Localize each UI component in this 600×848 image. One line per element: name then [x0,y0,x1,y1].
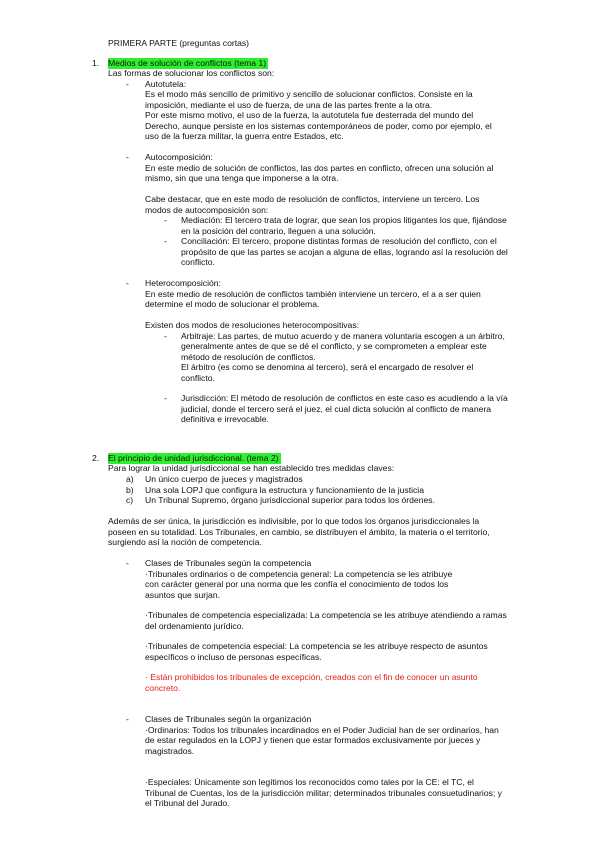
competencia-especial-line: específicos o incluso de personas específicas. [145,651,322,662]
measure-marker: a) [126,474,134,484]
mediacion-line: en la posición del contrario, lleguen a una solución. [181,225,376,236]
organizacion-bullet: - [126,714,129,724]
heterocomposicion-line: determine el modo de solucionar el problema. [145,299,320,309]
arbitraje-line: generalmente antes de que se dé el conflicto, y se comprometen a emplear este [181,341,487,351]
conciliacion-bullet: - [164,236,167,246]
conciliacion-line: conflicto. [181,257,215,267]
jurisdiccion-line: Jurisdicción: El método de resolución de conflictos en este caso es acudiendo a la vía [181,393,508,403]
mediacion-bullet: - [164,215,167,225]
autocomposicion-note: modos de autocomposición son: [145,204,269,215]
section-2-heading: El principio de unidad jurisdiccional. (tema 2) [108,453,279,463]
organizacion-ordinarios-line: magistrados. [145,745,195,756]
measure-text: Un Tribunal Supremo, órgano jurisdiccional superior para todos los órdenes. [145,495,435,505]
paragraph-line: Además de ser única, la jurisdicción es indivisible, por lo que todos los órganos jurisdiccionales la [108,516,480,526]
organizacion-title: Clases de Tribunales según la organización [145,714,312,724]
arbitraje-bullet: - [164,330,167,341]
jurisdiccion-line: judicial, donde el tercero será el juez, el cual dicta solución al conflicto de manera [181,403,492,414]
paragraph-line: poseen en su totalidad. Los Tribunales, en cambio, se distribuyen el ámbito, la materia o el territorio, [108,526,490,537]
arbitraje-line: El árbitro (es como se denomina al tercero), será el encargado de resolver el [181,362,474,372]
organizacion-ordinarios-line: de estar regulados en la LOPJ y tienen que estar formados exclusivamente por jueces y [145,735,481,745]
excepcion-note-line: · Están prohibidos los tribunales de excepción, creados con el fin de conocer un asunto [145,672,478,682]
section-1-number: 1. [92,58,100,68]
competencia-ordinarios-line: ·Tribunales ordinarios o de competencia general: La competencia se les atribuye [145,568,453,579]
page-title: PRIMERA PARTE (preguntas cortas) [108,38,250,48]
competencia-title: Clases de Tribunales según la competencia [145,558,312,568]
paragraph-line: surgiendo así la noción de competencia. [108,537,262,547]
autocomposicion-line: En este medio de solución de conflictos, las dos partes en conflicto, ofrecen una solución al [145,162,494,173]
organizacion-especiales-line: el Tribunal del Jurado. [145,798,230,808]
section-1-intro: Las formas de solucionar los conflictos son: [108,68,275,78]
measure-marker: b) [126,484,134,495]
measure-text: Una sola LOPJ que configura la estructura y funcionamiento de la justicia [145,484,424,495]
organizacion-especiales-line: Tribunal de Cuentas, los de la jurisdicción militar; determinados tribunales consuetudinarios; y [145,787,502,798]
competencia-ordinarios-line: con carácter general por una norma que les confía el conocimiento de todos los [145,579,449,589]
section-2-number: 2. [92,453,100,463]
autotutela-line: Derecho, aunque persiste en los sistemas contemporáneos de poder, como por ejemplo, el [145,120,492,131]
competencia-especial-line: ·Tribunales de competencia especial: La competencia se les atribuye respecto de asuntos [145,641,488,651]
excepcion-note-line: concreto. [145,682,181,693]
heterocomposicion-bullet: - [126,278,129,288]
conciliacion-line: propósito de que las partes se acojan a alguna de ellas, logrando así la resolución del [181,246,508,257]
mediacion-line: Mediación: El tercero trata de lograr, que sean los propios litigantes los que, fijándose [181,215,507,225]
section-2-intro: Para lograr la unidad jurisdiccional se han establecido tres medidas claves: [108,463,395,473]
section-1-heading: Medios de solución de conflictos (tema 1) [108,58,267,68]
arbitraje-line: conflicto. [181,372,215,383]
arbitraje-line: Arbitraje: Las partes, de mutuo acuerdo y de manera voluntaria escogen a un árbitro, [181,330,505,341]
autocomposicion-bullet: - [126,152,129,162]
measure-text: Un único cuerpo de jueces y magistrados [145,474,303,484]
autotutela-line: Por este mismo motivo, el uso de la fuerza, la autotutela fue desterrada del mundo del [145,110,474,120]
autocomposicion-title: Autocomposición: [145,152,213,162]
autotutela-title: Autotutela: [145,79,187,89]
autotutela-line: uso de la fuerza militar, la guerra entre Estados, etc. [145,131,344,141]
arbitraje-line: método de resolución de conflictos. [181,351,316,362]
competencia-ordinarios-line: asuntos que surjan. [145,589,221,600]
autocomposicion-note: Cabe destacar, que en este modo de resolución de conflictos, interviene un tercero. Los [145,194,480,204]
competencia-bullet: - [126,558,129,568]
autocomposicion-line: mismo, sin que una tenga que imponerse a la otra. [145,173,339,183]
organizacion-especiales-line: ·Especiales: Únicamente son legítimos los reconocidos como tales por la CE: el TC, el [145,777,474,787]
autotutela-line: Es el modo más sencillo de primitivo y sencillo de solucionar conflictos. Consiste en la [145,89,473,99]
competencia-especializada-line: del ordenamiento jurídico. [145,620,244,631]
measure-marker: c) [126,495,134,505]
conciliacion-line: Conciliación: El tercero, propone distintas formas de resolución del conflicto, con el [181,236,497,246]
heterocomposicion-line: En este medio de resolución de conflictos también interviene un tercero, el a a ser quien [145,288,481,299]
jurisdiccion-bullet: - [164,393,167,403]
autotutela-line: imposición, mediante el uso de fuerza, de una de las partes frente a la otra. [145,99,433,110]
jurisdiccion-line: definitiva e irrevocable. [181,414,269,424]
heterocomposicion-note: Existen dos modos de resoluciones heterocompositivas: [145,320,360,330]
heterocomposicion-title: Heterocomposición: [145,278,221,288]
competencia-especializada-line: ·Tribunales de competencia especializada: La competencia se les atribuye atendiendo a ramas [145,610,507,620]
autotutela-bullet: - [126,79,129,89]
organizacion-ordinarios-line: ·Ordinarios: Todos los tribunales incardinados en el Poder Judicial han de ser ordinarios, han [145,724,499,735]
